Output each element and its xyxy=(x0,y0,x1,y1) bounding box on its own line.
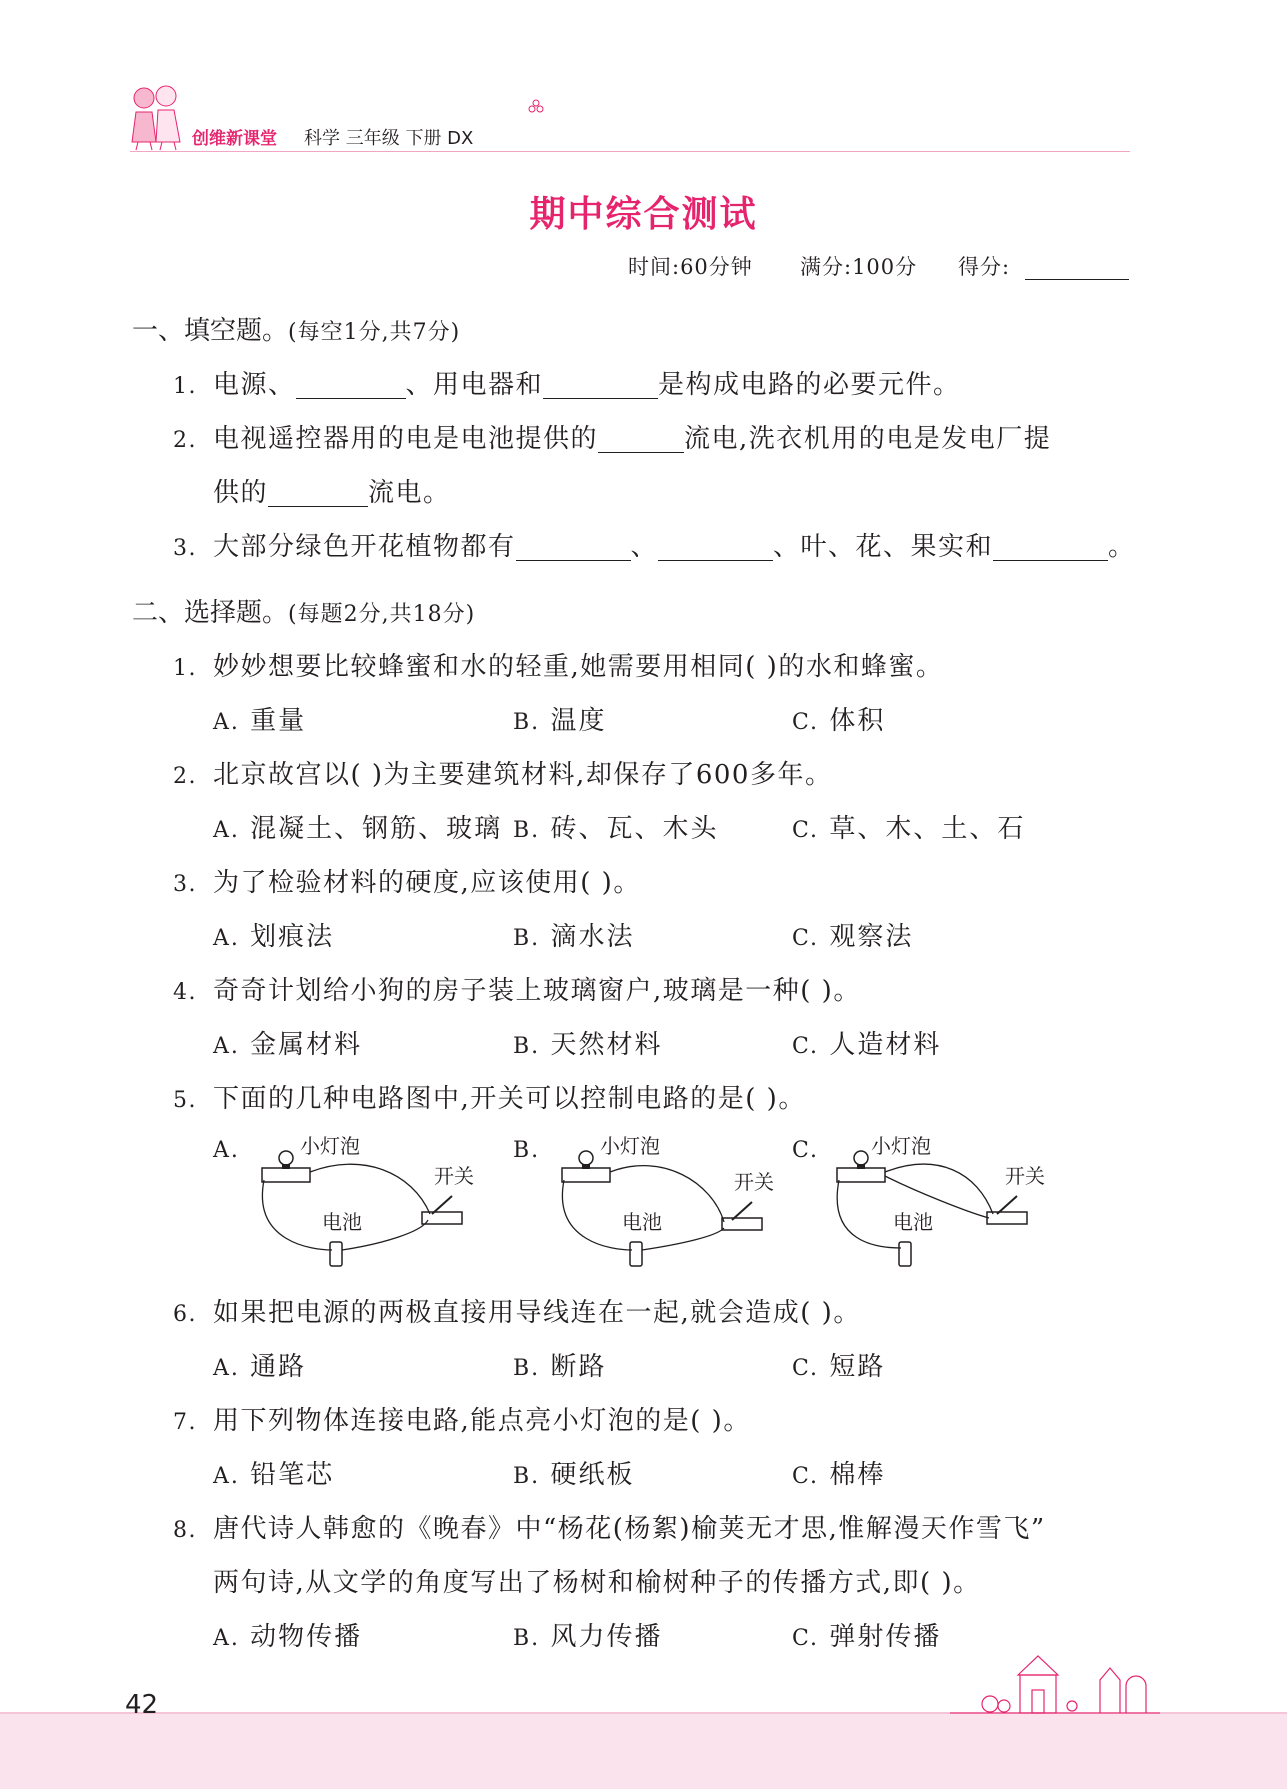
option-b[interactable]: B. 滴水法 xyxy=(513,922,635,952)
option-b[interactable]: B. xyxy=(513,1138,541,1163)
option-a[interactable]: A. 铅笔芯 xyxy=(213,1460,335,1490)
page-title: 期中综合测试 xyxy=(529,194,758,235)
fill-question-2: 2. 电视遥控器用的电是电池提供的 流电,洗衣机用的电是发电厂提 xyxy=(173,424,1052,454)
choice-question-6: 6. 如果把电源的两极直接用导线连在一起,就会造成( )。 xyxy=(173,1298,861,1328)
circuit-diagram-a[interactable] xyxy=(252,1132,482,1272)
battery-label: 电池 xyxy=(893,1210,933,1234)
option-b[interactable]: B. 砖、瓦、木头 xyxy=(513,814,719,844)
option-c[interactable]: C. 观察法 xyxy=(792,922,914,952)
circuit-b-drawing xyxy=(552,1132,782,1272)
answer-blank[interactable] xyxy=(993,559,1108,561)
fill-question-2-cont: 供的 流电。 xyxy=(213,478,451,508)
page-number: 42 xyxy=(125,1690,159,1720)
header-subject: 科学 三年级 下册 DX xyxy=(304,128,474,149)
option-b[interactable]: B. 天然材料 xyxy=(513,1030,663,1060)
option-b[interactable]: B. 风力传播 xyxy=(513,1622,663,1652)
circuit-diagram-b[interactable] xyxy=(552,1132,782,1272)
option-b[interactable]: B. 断路 xyxy=(513,1352,607,1382)
option-c[interactable]: C. 体积 xyxy=(792,706,886,736)
option-a[interactable]: A. 重量 xyxy=(213,706,307,736)
choice-question-7: 7. 用下列物体连接电路,能点亮小灯泡的是( )。 xyxy=(173,1406,751,1436)
choice-question-4: 4. 奇奇计划给小狗的房子装上玻璃窗户,玻璃是一种( )。 xyxy=(173,976,861,1006)
full-score: 满分:100分 xyxy=(800,255,918,279)
section1-heading: 一、填空题。(每空1分,共7分) xyxy=(132,316,461,346)
mascot-children-icon xyxy=(126,82,186,152)
option-b[interactable]: B. 温度 xyxy=(513,706,607,736)
option-a[interactable]: A. 划痕法 xyxy=(213,922,335,952)
option-a[interactable]: A. 金属材料 xyxy=(213,1030,363,1060)
section2-note: (每题2分,共18分) xyxy=(288,602,476,627)
answer-blank[interactable] xyxy=(598,451,684,453)
answer-blank[interactable] xyxy=(658,559,773,561)
choice-question-8-cont: 两句诗,从文学的角度写出了杨树和榆树种子的传播方式,即( )。 xyxy=(213,1568,981,1598)
option-c[interactable]: C. 短路 xyxy=(792,1352,886,1382)
circuit-c-drawing xyxy=(827,1132,1057,1272)
battery-label: 电池 xyxy=(322,1210,362,1234)
fill-question-1: 1. 电源、 、用电器和 是构成电路的必要元件。 xyxy=(173,370,961,400)
answer-blank[interactable] xyxy=(268,505,368,507)
answer-blank[interactable] xyxy=(543,397,658,399)
score-blank[interactable] xyxy=(1025,279,1129,280)
option-c[interactable]: C. 弹射传播 xyxy=(792,1622,942,1652)
option-a[interactable]: A. 动物传播 xyxy=(213,1622,363,1652)
bulb-label: 小灯泡 xyxy=(600,1134,660,1158)
answer-blank[interactable] xyxy=(296,397,406,399)
option-c[interactable]: C. 草、木、土、石 xyxy=(792,814,1026,844)
fill-question-3: 3. 大部分绿色开花植物都有 、 、叶、花、果实和 。 xyxy=(173,532,1136,562)
section1-note: (每空1分,共7分) xyxy=(288,320,461,345)
bulb-label: 小灯泡 xyxy=(300,1134,360,1158)
choice-question-1: 1. 妙妙想要比较蜂蜜和水的轻重,她需要用相同( )的水和蜂蜜。 xyxy=(173,652,944,682)
option-c[interactable]: C. 棉棒 xyxy=(792,1460,886,1490)
time-limit: 时间:60分钟 xyxy=(628,255,753,279)
option-b[interactable]: B. 硬纸板 xyxy=(513,1460,635,1490)
flower-decoration-icon xyxy=(527,98,545,116)
option-c[interactable]: C. 人造材料 xyxy=(792,1030,942,1060)
header-divider xyxy=(130,151,1130,152)
castle-decoration-icon xyxy=(950,1650,1160,1715)
choice-question-5: 5. 下面的几种电路图中,开关可以控制电路的是( )。 xyxy=(173,1084,806,1114)
battery-label: 电池 xyxy=(622,1210,662,1234)
answer-blank[interactable] xyxy=(516,559,631,561)
switch-label: 开关 xyxy=(434,1164,474,1188)
section2-heading: 二、选择题。(每题2分,共18分) xyxy=(132,598,476,628)
switch-label: 开关 xyxy=(734,1170,774,1194)
footer-band xyxy=(0,1712,1287,1789)
option-c[interactable]: C. xyxy=(792,1138,820,1163)
option-a[interactable]: A. 通路 xyxy=(213,1352,307,1382)
switch-label: 开关 xyxy=(1005,1164,1045,1188)
circuit-diagram-c[interactable] xyxy=(827,1132,1057,1272)
score-label: 得分: xyxy=(958,255,1011,279)
option-a[interactable]: A. xyxy=(213,1138,240,1163)
option-a[interactable]: A. 混凝土、钢筋、玻璃 xyxy=(213,814,503,844)
choice-question-8: 8. 唐代诗人韩愈的《晚春》中“杨花(杨絮)榆荚无才思,惟解漫天作雪飞” xyxy=(173,1514,1046,1544)
circuit-a-drawing xyxy=(252,1132,482,1272)
choice-question-3: 3. 为了检验材料的硬度,应该使用( )。 xyxy=(173,868,641,898)
choice-question-2: 2. 北京故宫以( )为主要建筑材料,却保存了600多年。 xyxy=(173,760,833,790)
header-brand: 创维新课堂 xyxy=(192,129,277,149)
bulb-label: 小灯泡 xyxy=(871,1134,931,1158)
